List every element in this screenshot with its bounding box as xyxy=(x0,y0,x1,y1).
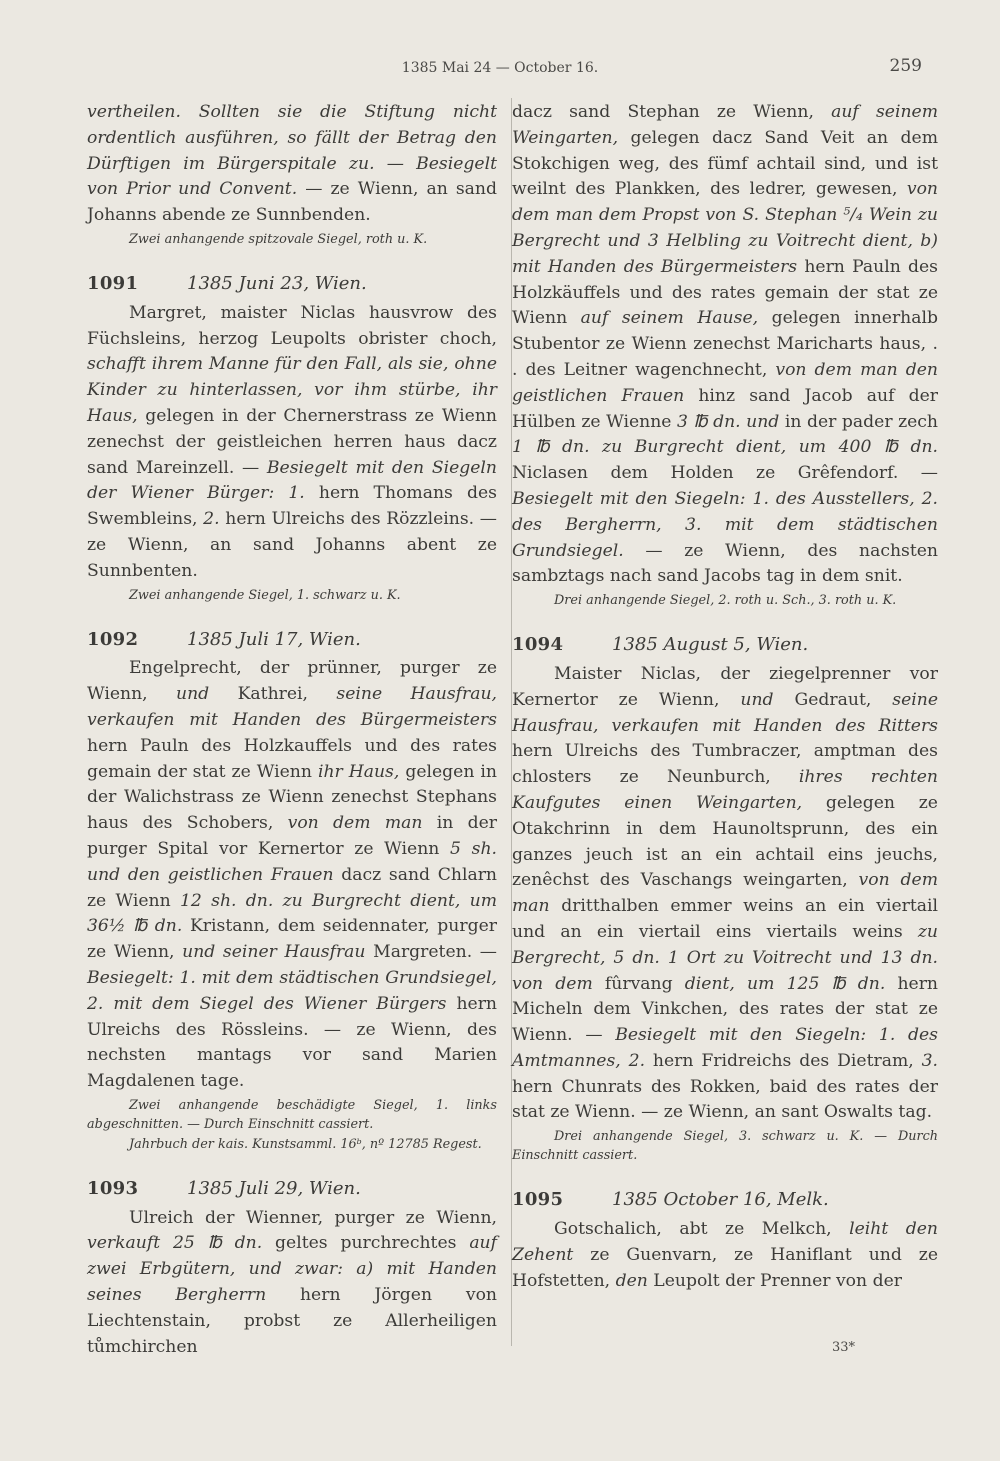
italic-text-run: den xyxy=(615,1270,648,1291)
italic-text-run: und seiner Hausfrau xyxy=(182,942,366,963)
text-run: Maister Niclas, der ziegelprenner vor Kernertor ze Wienn, xyxy=(512,663,938,710)
text-run: Kathrei, xyxy=(209,684,337,705)
italic-text-run: und xyxy=(740,689,774,710)
italic-text-run: vertheilen. Sollten sie die Stiftung nicht ordentlich ausführen, so fällt der Betrag den Dürftigen im Bürgerspitale zu. — Besiegelt von Prior und Convent. xyxy=(87,102,497,200)
text-run: Niclasen dem Holden ze Grêfendorf. — xyxy=(512,463,938,484)
entry-body xyxy=(87,656,497,1095)
seal-note: Drei anhangende Siegel, 2. roth u. Sch., 3. roth u. K. xyxy=(554,593,897,609)
italic-text-run: verkauft 25 ℔ dn. xyxy=(87,1233,263,1254)
italic-text-run: 1 ℔ dn. zu Burgrecht dient, um 400 ℔ dn. xyxy=(512,437,938,458)
italic-text-run: auf zwei Erbgütern, und zwar: a) mit Handen seines Bergherrn xyxy=(87,1233,497,1306)
text-run: Ulreich der Wienner, purger ze Wienn, xyxy=(129,1207,497,1228)
seal-note: Zwei anhangende spitzovale Siegel, roth u. K. xyxy=(129,231,428,247)
italic-text-run: von dem man den geistlichen Frauen xyxy=(512,359,938,406)
italic-text-run: und xyxy=(176,684,210,705)
entry-number: 1094 xyxy=(512,634,564,656)
text-run: — ze Wienn, des nachsten sambztags nach sand Jacobs tag in dem snit. xyxy=(512,540,938,587)
text-run: gelegen dacz Sand Veit an dem Stokchigen weg, des fümf achtail sind, und ist weilnt des Plankken, des ledrer, gewesen, xyxy=(512,127,938,200)
entry-heading xyxy=(87,271,497,297)
text-run: fûrvang xyxy=(592,973,685,994)
entry-heading xyxy=(512,1187,938,1213)
text-run: ze Guenvarn, ze Haniflant und ze Hofstetten, xyxy=(512,1244,938,1291)
text-run: Margreten. — xyxy=(365,942,497,963)
entry-heading xyxy=(87,1176,497,1202)
entry-body xyxy=(87,301,497,585)
text-run: Gotschalich, abt ze Melkch, xyxy=(554,1219,850,1240)
italic-text-run: seine Hausfrau, verkaufen mit Handen des Ritters xyxy=(512,689,938,736)
text-run: Engelprecht, der prünner, purger ze Wienn, xyxy=(87,658,497,705)
entry-heading xyxy=(87,627,497,653)
entry-heading xyxy=(512,632,938,658)
text-run: hern Chunrats des Rokken, baid des rates der stat ze Wienn. — ze Wienn, an sant Oswalts tag. xyxy=(512,1076,938,1123)
text-run: hern Fridreichs des Dietram, xyxy=(645,1050,922,1071)
entry-body xyxy=(512,662,938,1126)
signature-mark: 33* xyxy=(832,1340,856,1355)
italic-text-run: 2. xyxy=(203,509,220,530)
text-run: hern Ulreichs des Rözzleins. — ze Wienn, an sand Johanns abent ze Sunnbenten. xyxy=(87,509,497,581)
entry-date: 1385 Juli 17, Wien. xyxy=(187,628,361,650)
entry-date: 1385 August 5, Wien. xyxy=(612,634,809,656)
entry-number: 1092 xyxy=(87,628,139,650)
text-run: in der purger Spital vor Kernertor ze Wienn xyxy=(87,813,497,859)
entry-number: 1091 xyxy=(87,272,139,294)
entry-date: 1385 Juni 23, Wien. xyxy=(187,272,367,294)
italic-text-run: Besiegelt mit den Siegeln: 1. des Amtmannes, 2. xyxy=(512,1025,938,1071)
text-run: dacz sand Stephan ze Wienn, xyxy=(512,102,832,122)
entry-date: 1385 October 16, Melk. xyxy=(612,1189,829,1211)
text-run: gelegen ze Otakchrinn in dem Haunoltsprunn, des ein ganzes jeuch ist an ein achtail eins jeuchs, zenêchst des Vaschangs weingarten, xyxy=(512,792,938,891)
literature-note: Jahrbuch der kais. Kunstsamml. 16ᵇ, nº 12785 Regest. xyxy=(129,1136,482,1152)
left-column xyxy=(87,100,497,1360)
page-number: 259 xyxy=(889,56,922,76)
entry-number: 1093 xyxy=(87,1177,139,1199)
text-run: Kristann, dem seidennater, purger ze Wienn, xyxy=(87,916,497,963)
italic-text-run: seine Hausfrau, verkaufen mit Handen des Bürgermeisters xyxy=(87,684,497,730)
text-run: hern Ulreichs des Rössleins. — ze Wienn, des nechsten mantags vor sand Marien Magdalenen tage. xyxy=(87,993,498,1092)
text-run: in der pader zech xyxy=(779,411,939,432)
italic-text-run: 3 ℔ dn. und xyxy=(677,411,780,432)
continued-text xyxy=(512,100,938,590)
text-run: hinz sand Jacob auf der Hülben ze Wienne xyxy=(512,385,938,432)
seal-note: Zwei anhangende Siegel, 1. schwarz u. K. xyxy=(129,587,401,603)
text-run: hern Jörgen von Liechtenstain, probst ze Allerheiligen tůmchirchen xyxy=(87,1285,497,1357)
text-run: hern Pauln des Holzkauffels und des rates gemain der stat ze Wienn xyxy=(87,735,497,782)
right-column xyxy=(512,100,938,1294)
entry-body xyxy=(512,1217,938,1294)
text-run: gelegen innerhalb Stubentor ze Wienn zenechst Maricharts haus, . . des Leitner wagenchnecht, xyxy=(512,308,938,380)
entry-number: 1095 xyxy=(512,1189,564,1211)
italic-text-run: 5 sh. und den geistlichen Frauen xyxy=(87,838,497,885)
italic-text-run: ihr Haus, xyxy=(317,761,400,782)
italic-text-run: Besiegelt: 1. mit dem städtischen Grundsiegel, 2. mit dem Siegel des Wiener Bürgers xyxy=(87,967,497,1014)
text-run: hern Pauln des Holzkäuffels und des rates gemain der stat ze Wienn xyxy=(512,256,938,329)
text-run: gelegen in der Chernerstrass ze Wienn zenechst der geistleichen herren haus dacz sand Mareinzell. — xyxy=(87,405,497,478)
text-run: gelegen in der Walichstrass ze Wienn zenechst Stephans haus des Schobers, xyxy=(87,761,497,834)
italic-text-run: auf seinem Weingarten, xyxy=(512,102,938,148)
text-run: hern Thomans des Swembleins, xyxy=(87,483,497,530)
seal-note: Drei anhangende Siegel, 3. schwarz u. K. — Durch Einschnitt cassiert. xyxy=(512,1129,938,1164)
italic-text-run: dient, um 125 ℔ dn. xyxy=(684,973,886,994)
continued-text xyxy=(87,100,497,229)
italic-text-run: ihres rechten Kaufgutes einen Weingarten, xyxy=(512,767,938,813)
text-run: geltes purchrechtes xyxy=(262,1233,470,1254)
italic-text-run: Besiegelt mit den Siegeln der Wiener Bürger: 1. xyxy=(87,457,497,504)
italic-text-run: schafft ihrem Manne für den Fall, als sie, ohne Kinder zu hinterlassen, vor ihm stürbe, ihr Haus, xyxy=(87,354,497,426)
text-run: Margret, maister Niclas hausvrow des Füchsleins, herzog Leupolts obrister choch, xyxy=(87,302,497,349)
italic-text-run: von dem man dem Propst von S. Stephan ⁵/₄ Wein zu Bergrecht und 3 Helbling zu Voitrecht dient, b) mit Handen des Bürgermeisters xyxy=(512,179,938,277)
text-run: hern Micheln dem Vinkchen, des rates der stat ze Wienn. — xyxy=(512,973,939,1046)
entry-date: 1385 Juli 29, Wien. xyxy=(187,1177,361,1199)
italic-text-run: von dem man xyxy=(512,870,938,917)
text-run: Leupolt der Prenner von der xyxy=(647,1270,902,1291)
italic-text-run: 3. xyxy=(921,1050,938,1071)
text-run: dritthalben emmer weins an ein viertail und an ein viertail eins viertails weins xyxy=(512,896,938,942)
italic-text-run: leiht den Zehent xyxy=(512,1219,938,1265)
text-run: Gedraut, xyxy=(773,689,893,710)
running-title: 1385 Mai 24 — October 16. xyxy=(401,60,599,76)
italic-text-run: 12 sh. dn. zu Burgrecht dient, um 36½ ℔ dn. xyxy=(87,890,497,937)
italic-text-run: von dem man xyxy=(287,813,423,834)
italic-text-run: zu Bergrecht, 5 dn. 1 Ort zu Voitrecht und 13 dn. von dem xyxy=(512,921,938,994)
seal-note: Zwei anhangende beschädigte Siegel, 1. links abgeschnitten. — Durch Einschnitt cassiert. xyxy=(87,1097,497,1132)
text-run: hern Ulreichs des Tumbraczer, amptman des chlosters ze Neunburch, xyxy=(512,741,938,788)
entry-body xyxy=(87,1206,497,1361)
text-run: dacz sand Chlarn ze Wienn xyxy=(87,864,497,911)
italic-text-run: Besiegelt mit den Siegeln: 1. des Ausstellers, 2. des Bergherrn, 3. mit dem städtischen Grundsiegel. xyxy=(512,488,938,561)
italic-text-run: auf seinem Hause, xyxy=(580,308,759,329)
text-run: — ze Wienn, an sand Johanns abende ze Sunnbenden. xyxy=(87,179,497,226)
